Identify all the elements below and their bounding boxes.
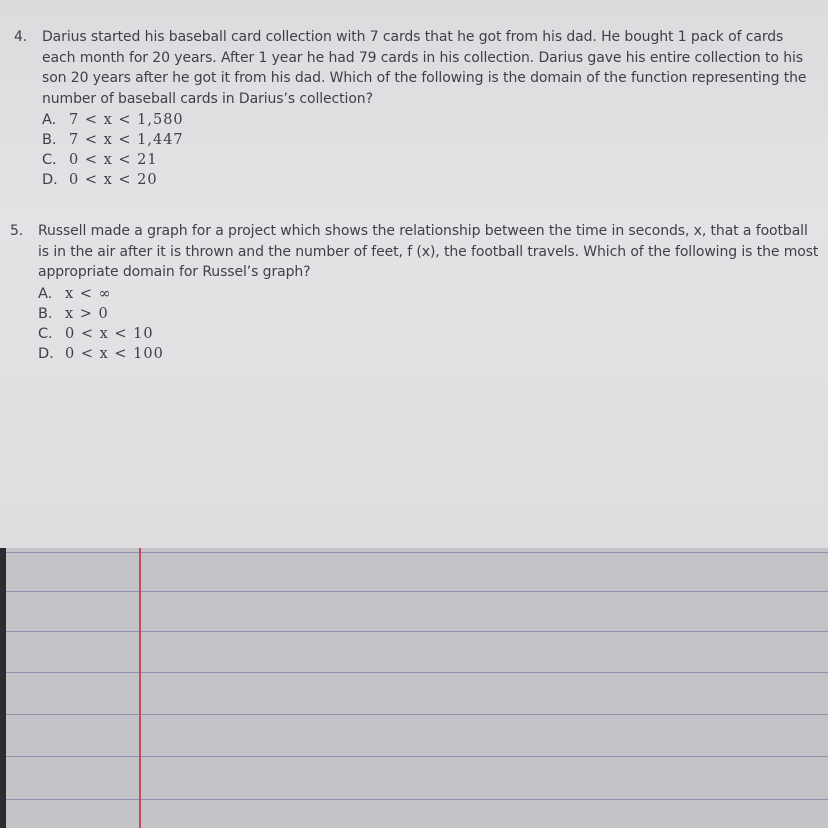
ruled-line <box>0 631 828 632</box>
question-number: 5. <box>10 223 24 239</box>
margin-line <box>139 548 141 828</box>
choice-d[interactable] <box>38 344 820 364</box>
answer-choices <box>42 110 820 190</box>
choice-d[interactable] <box>42 170 820 190</box>
ruled-line <box>0 591 828 592</box>
ruled-line <box>0 672 828 673</box>
choice-b[interactable] <box>38 304 820 324</box>
question-text: Russell made a graph for a project which shows the relationship between the time in seconds, x, that a football is in the air after it is thrown and the number of feet, f (x), the football travels. Which of the following is the most appropriate domain for Russel’s graph? <box>38 223 819 280</box>
choice-c[interactable] <box>42 150 820 170</box>
ruled-line <box>0 799 828 800</box>
choice-letter: D. <box>42 172 58 188</box>
ruled-line <box>0 714 828 715</box>
question-4 <box>14 27 820 190</box>
notebook-paper <box>0 548 828 828</box>
choice-expression: x < ∞ <box>65 285 112 302</box>
question-text: Darius started his baseball card collection with 7 cards that he got from his dad. He bought 1 pack of cards each month for 20 years. After 1 year he had 79 cards in his collection. Darius gave his entire collection to his son 20 years after he got it from his dad. Which of the following is the domain of the function representing the number of baseball cards in Darius’s collection? <box>42 29 807 107</box>
choice-letter: A. <box>42 112 57 128</box>
choice-letter: C. <box>42 152 57 168</box>
question-5 <box>10 221 820 364</box>
choice-expression: 0 < x < 10 <box>65 325 154 342</box>
choice-letter: B. <box>42 132 57 148</box>
choice-expression: 0 < x < 20 <box>69 172 158 188</box>
choice-letter: C. <box>38 325 53 342</box>
choice-a[interactable] <box>42 110 820 130</box>
choice-b[interactable] <box>42 130 820 150</box>
page-edge-shadow <box>0 548 6 828</box>
choice-expression: x > 0 <box>65 305 109 322</box>
question-number: 4. <box>14 29 28 45</box>
ruled-line <box>0 552 828 553</box>
choice-a[interactable] <box>38 284 820 304</box>
choice-letter: B. <box>38 305 53 322</box>
choice-c[interactable] <box>38 324 820 344</box>
choice-letter: D. <box>38 345 54 362</box>
ruled-line <box>0 756 828 757</box>
choice-expression: 7 < x < 1,447 <box>69 132 184 148</box>
choice-expression: 0 < x < 21 <box>69 152 158 168</box>
answer-choices <box>38 284 820 364</box>
choice-letter: A. <box>38 285 53 302</box>
choice-expression: 0 < x < 100 <box>65 345 164 362</box>
choice-expression: 7 < x < 1,580 <box>69 112 184 128</box>
